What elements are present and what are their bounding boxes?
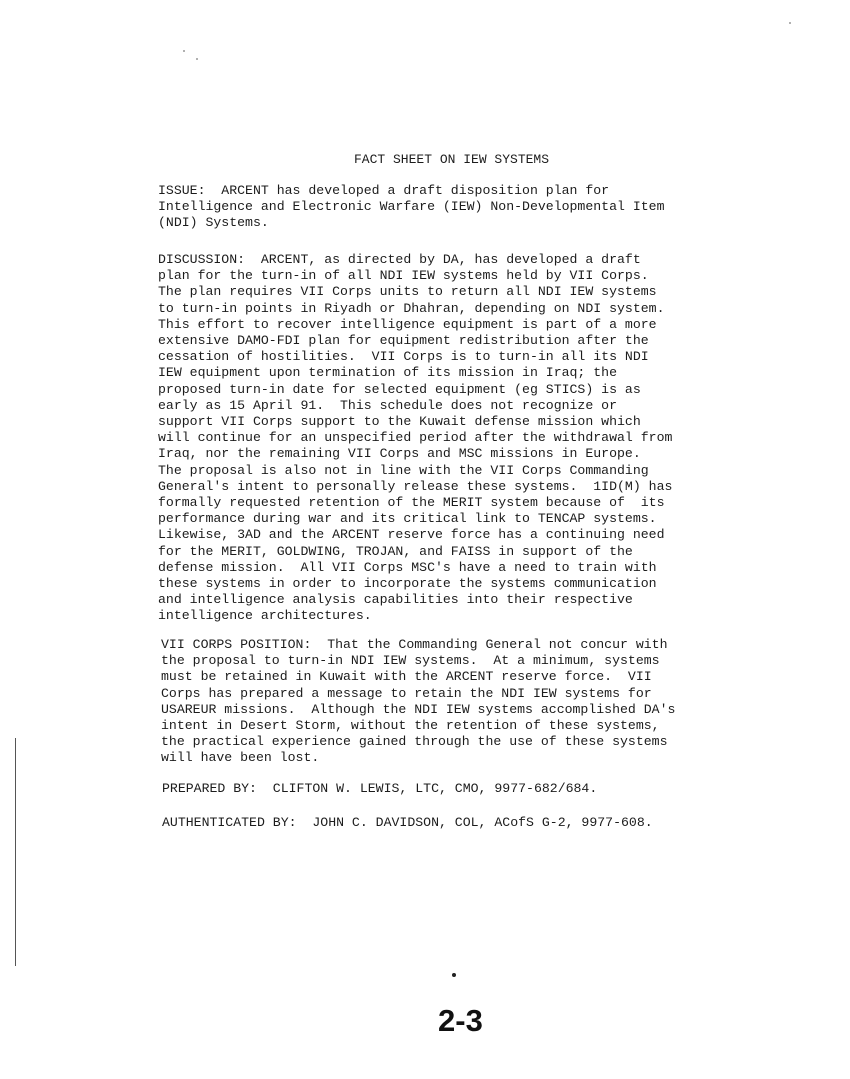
discussion-line: defense mission. All VII Corps MSC's have a need to train with	[158, 559, 657, 575]
position-line: will have been lost.	[161, 750, 320, 766]
position-line: the practical experience gained through the use of these systems	[161, 734, 668, 750]
authenticated-by-line: AUTHENTICATED BY: JOHN C. DAVIDSON, COL, ACofS G-2, 9977-608.	[162, 815, 653, 830]
scan-speck	[452, 973, 456, 977]
document-title: FACT SHEET ON IEW SYSTEMS	[354, 152, 550, 167]
prepared-by-line: PREPARED BY: CLIFTON W. LEWIS, LTC, CMO, 9977-682/684.	[162, 781, 598, 796]
scan-speck	[183, 50, 185, 52]
discussion-line: extensive DAMO-FDI plan for equipment redistribution after the	[158, 333, 649, 349]
discussion-line: IEW equipment upon termination of its mission in Iraq; the	[158, 365, 617, 381]
discussion-line: General's intent to personally release these systems. 1ID(M) has	[158, 478, 673, 494]
discussion-line: will continue for an unspecified period after the withdrawal from	[158, 430, 673, 446]
position-line: the proposal to turn-in NDI IEW systems. At a minimum, systems	[161, 653, 660, 669]
discussion-line: The proposal is also not in line with the VII Corps Commanding	[158, 462, 649, 478]
position-paragraph	[161, 637, 811, 767]
discussion-line: performance during war and its critical link to TENCAP systems.	[158, 511, 657, 527]
discussion-line: formally requested retention of the MERIT system because of its	[158, 495, 665, 511]
discussion-line: and intelligence analysis capabilities into their respective	[158, 592, 633, 608]
discussion-line: Likewise, 3AD and the ARCENT reserve force has a continuing need	[158, 527, 665, 543]
position-line: intent in Desert Storm, without the retention of these systems,	[161, 718, 660, 734]
scan-speck	[789, 22, 791, 24]
discussion-line: Iraq, nor the remaining VII Corps and MSC missions in Europe.	[158, 446, 641, 462]
issue-paragraph	[158, 183, 808, 232]
discussion-paragraph	[158, 252, 808, 625]
discussion-line: proposed turn-in date for selected equipment (eg STICS) is as	[158, 381, 641, 397]
discussion-line: early as 15 April 91. This schedule does not recognize or	[158, 397, 617, 413]
discussion-line: cessation of hostilities. VII Corps is to turn-in all its NDI	[158, 349, 649, 365]
position-line: Corps has prepared a message to retain the NDI IEW systems for	[161, 685, 652, 701]
discussion-line: for the MERIT, GOLDWING, TROJAN, and FAISS in support of the	[158, 543, 633, 559]
discussion-line: to turn-in points in Riyadh or Dhahran, depending on NDI system.	[158, 300, 665, 316]
discussion-line: plan for the turn-in of all NDI IEW systems held by VII Corps.	[158, 268, 649, 284]
discussion-line: The plan requires VII Corps units to return all NDI IEW systems	[158, 284, 657, 300]
position-line: VII CORPS POSITION: That the Commanding General not concur with	[161, 637, 668, 652]
scan-speck	[196, 58, 198, 60]
discussion-line: these systems in order to incorporate the systems communication	[158, 576, 657, 592]
position-line: USAREUR missions. Although the NDI IEW systems accomplished DA's	[161, 701, 676, 717]
issue-line: (NDI) Systems.	[158, 215, 269, 231]
discussion-line: intelligence architectures.	[158, 608, 372, 624]
issue-line: Intelligence and Electronic Warfare (IEW) Non-Developmental Item	[158, 199, 665, 215]
issue-line: ISSUE: ARCENT has developed a draft disposition plan for	[158, 183, 610, 198]
discussion-line: This effort to recover intelligence equipment is part of a more	[158, 316, 657, 332]
scan-margin-line	[15, 738, 16, 966]
position-line: must be retained in Kuwait with the ARCENT reserve force. VII	[161, 669, 652, 685]
discussion-line: DISCUSSION: ARCENT, as directed by DA, has developed a draft	[158, 252, 641, 267]
discussion-line: support VII Corps support to the Kuwait defense mission which	[158, 414, 641, 430]
page-number: 2-3	[438, 1003, 483, 1038]
